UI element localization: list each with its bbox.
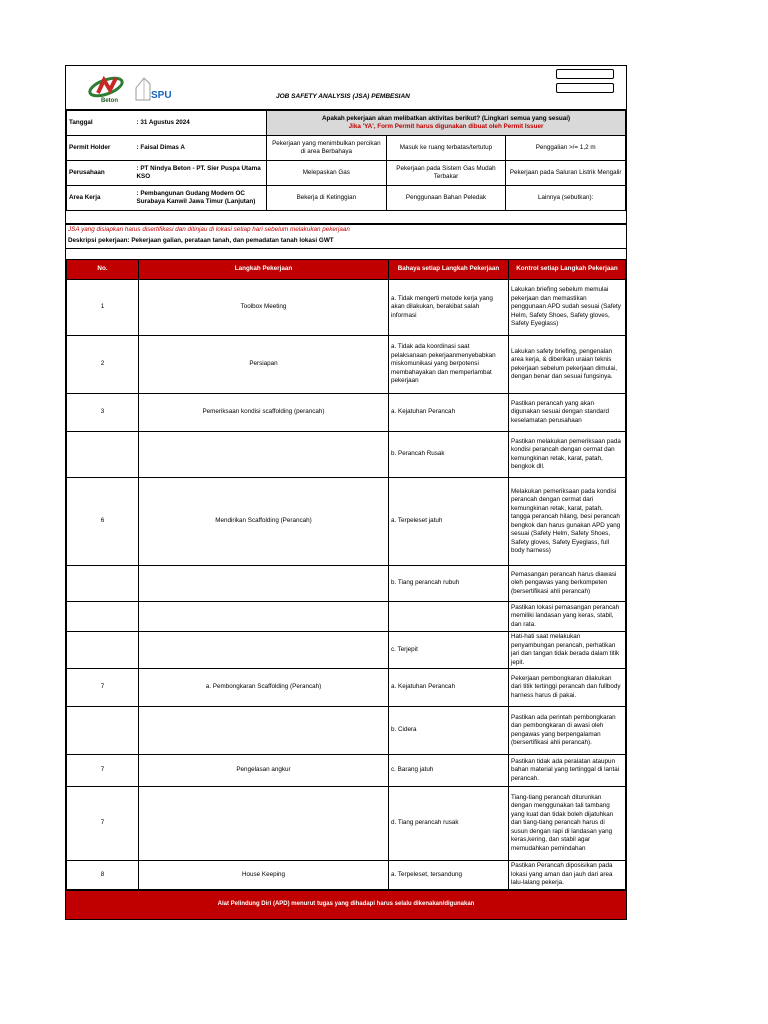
step-hazard: a. Terpeleset, tersandung	[389, 861, 509, 890]
activity-question-note: Jika 'YA', Form Permit harus digunakan dibuat oleh Permit Issuer	[348, 123, 544, 130]
table-row	[67, 280, 626, 336]
job-description: Deskripsi pekerjaan: Pekerjaan galian, perataan tanah, dan pemadatan tanah lokasi GWT	[66, 236, 626, 249]
perusahaan-label: Perusahaan	[67, 161, 135, 186]
nindya-beton-logo	[86, 74, 130, 104]
step-name: House Keeping	[139, 861, 389, 890]
table-row	[67, 787, 626, 861]
step-hazard: b. Cidera	[389, 707, 509, 755]
step-name: Persiapan	[139, 336, 389, 394]
section-spacer	[66, 211, 626, 224]
table-row	[67, 632, 626, 669]
area-kerja-value: : Pembangunan Gudang Modern OC Surabaya Kanwil Jawa Timur (Lanjutan)	[135, 186, 267, 211]
step-control: Hati-hati saat melakukan penyambungan perancah, perhatikan jari dan tangan tidak berada dalam titik jepit.	[509, 632, 626, 669]
step-hazard: c. Barang jatuh	[389, 755, 509, 787]
step-hazard: a. Tidak mengerti metode kerja yang akan dilakukan, berakibat salah informasi	[389, 280, 509, 336]
table-row	[67, 394, 626, 432]
step-hazard	[389, 602, 509, 632]
table-row	[67, 336, 626, 394]
tanggal-value: : 31 Agustus 2024	[135, 111, 267, 136]
step-control: Pastikan tidak ada peralatan ataupun bahan material yang tertinggal di lantai perancah.	[509, 755, 626, 787]
step-no: 6	[67, 478, 139, 566]
activity-option[interactable]: Penggunaan Bahan Peledak	[386, 186, 506, 211]
step-no: 7	[67, 755, 139, 787]
step-no: 3	[67, 394, 139, 432]
area-kerja-label: Area Kerja	[67, 186, 135, 211]
svg-text:SPU: SPU	[151, 90, 172, 101]
step-no	[67, 432, 139, 478]
document-title: JOB SAFETY ANALYSIS (JSA) PEMBESIAN	[276, 93, 410, 100]
step-name: Pemeriksaan kondisi scaffolding (perancah)	[139, 394, 389, 432]
step-control: Pastikan Perancah diposisikan pada lokasi yang aman dan jauh dari area lalu-lalang pekerja.	[509, 861, 626, 890]
permit-holder-label: Permit Holder	[67, 136, 135, 161]
step-no	[67, 602, 139, 632]
table-row	[67, 566, 626, 602]
step-name	[139, 566, 389, 602]
activity-option[interactable]: Bekerja di Ketinggian	[267, 186, 387, 211]
step-control: Pastikan melakukan pemeriksaan pada kondisi perancah dengan cermat dan kemungkinan retak, karat, patah, bengkok dll.	[509, 432, 626, 478]
step-no: 7	[67, 787, 139, 861]
jsa-note: JSA yang disiapkan harus disertifikasi dan ditinjau di lokasi setiap hari sebelum melakukan pekerjaan	[66, 224, 626, 236]
table-row	[67, 478, 626, 566]
info-table	[66, 110, 626, 211]
step-hazard: a. Terpeleset jatuh	[389, 478, 509, 566]
step-hazard: b. Tiang perancah rubuh	[389, 566, 509, 602]
step-name	[139, 632, 389, 669]
jsa-sheet	[65, 65, 627, 920]
table-header-row	[67, 260, 626, 280]
spu-logo	[134, 74, 178, 104]
step-name	[139, 787, 389, 861]
step-control: Lakukan briefing sebelum memulai pekerjaan dan memastikan penggunaan APD sudah sesuai (Safety Helm, Safety Shoes, Safety gloves, Safety Eyeglass)	[509, 280, 626, 336]
step-control: Pastikan lokasi pemasangan perancah memiliki landasan yang keras, stabil, dan rata.	[509, 602, 626, 632]
activity-option[interactable]: Pekerjaan pada Saluran Listrik Mengalir	[506, 161, 626, 186]
table-row	[67, 669, 626, 707]
activity-option[interactable]: Pekerjaan pada Sistem Gas Mudah Terbakar	[386, 161, 506, 186]
table-row	[67, 602, 626, 632]
step-hazard: a. Tidak ada koordinasi saat pelaksanaan pekerjaanmenyebabkan miskomunikasi yang berpotensi membahayakan dan memperlambat pekerjaan	[389, 336, 509, 394]
step-control: Tiang-tiang perancah diturunkan dengan menggunakan tali tambang yang kuat dan tidak boleh dijatuhkan dan tiang-tiang perancah harus di susun dengan rapi di landasan yang keras,kering, dan stabil agar memudahkan pemindahan	[509, 787, 626, 861]
step-name	[139, 707, 389, 755]
table-row	[67, 432, 626, 478]
form-id-boxes	[556, 69, 614, 97]
svg-text:Beton: Beton	[101, 98, 118, 104]
table-row	[67, 861, 626, 890]
activity-option[interactable]: Lainnya (sebutkan):	[506, 186, 626, 211]
step-control: Pastikan perancah yang akan digunakan sesuai dengan standard keselamatan perusahaan	[509, 394, 626, 432]
document-header	[66, 66, 626, 110]
step-hazard: a. Kejatuhan Perancah	[389, 394, 509, 432]
col-header-no: No.	[67, 260, 139, 280]
step-no: 8	[67, 861, 139, 890]
activity-option[interactable]: Penggalian >/= 1,2 m	[506, 136, 626, 161]
step-hazard: b. Perancah Rusak	[389, 432, 509, 478]
step-no	[67, 566, 139, 602]
step-name	[139, 432, 389, 478]
activity-question	[267, 111, 626, 136]
step-name: Pengelasan angkur	[139, 755, 389, 787]
col-header-control: Kontrol setiap Langkah Pekerjaan	[509, 260, 626, 280]
permit-holder-value: : Faisal Dimas A	[135, 136, 267, 161]
step-no	[67, 707, 139, 755]
step-control: Lakukan safety briefing, pengenalan area kerja, & diberikan uraian teknis pekerjaan sebelum pekerjaan dimulai, dengan benar dan sesuai fungsinya.	[509, 336, 626, 394]
table-row	[67, 707, 626, 755]
table-row	[67, 755, 626, 787]
form-id-box[interactable]	[556, 69, 614, 79]
activity-question-text: Apakah pekerjaan akan melibatkan aktivitas berikut? (Lingkari semua yang sesuai)	[321, 114, 571, 122]
col-header-hazard: Bahaya setiap Langkah Pekerjaan	[389, 260, 509, 280]
step-hazard: c. Terjepit	[389, 632, 509, 669]
step-no: 7	[67, 669, 139, 707]
tanggal-label: Tanggal	[67, 111, 135, 136]
step-hazard: a. Kejatuhan Perancah	[389, 669, 509, 707]
step-no	[67, 632, 139, 669]
step-control: Melakukan pemeriksaan pada kondisi perancah dengan cermat dari kemungkinan retak, karat, patah, tangga perancah hilang, besi perancah bengkok dan harus gunakan APD yang sesuai (Safety Helm, Safety Shoes, Safety gloves, Safety Eyeglass, full body harness)	[509, 478, 626, 566]
step-hazard: d. Tiang perancah rusak	[389, 787, 509, 861]
activity-option[interactable]: Pekerjaan yang menimbulkan percikan di area Berbahaya	[267, 136, 387, 161]
perusahaan-value: : PT Nindya Beton - PT. Sier Puspa Utama KSO	[135, 161, 267, 186]
step-name: Toolbox Meeting	[139, 280, 389, 336]
step-no: 1	[67, 280, 139, 336]
step-control: Pastikan ada perintah pembongkaran dan pembongkaran di awasi oleh pengawas yang berpengalaman (bersertifikasi ahli perancah).	[509, 707, 626, 755]
activity-option[interactable]: Masuk ke ruang terbatas/tertutup	[386, 136, 506, 161]
apd-footer-banner: Alat Pelindung Diri (APD) menurut tugas yang dihadapi harus selalu dikenakan/digunakan	[66, 890, 626, 919]
activity-option[interactable]: Melepaskan Gas	[267, 161, 387, 186]
step-control: Pekerjaan pembongkaran dilakukan dari titik tertinggi perancah dan fullbody harness harus di pakai.	[509, 669, 626, 707]
form-revision-box[interactable]	[556, 83, 614, 93]
section-spacer	[66, 249, 626, 259]
col-header-step: Langkah Pekerjaan	[139, 260, 389, 280]
step-name	[139, 602, 389, 632]
jsa-steps-table	[66, 259, 626, 890]
step-name: a. Pembongkaran Scaffolding (Perancah)	[139, 669, 389, 707]
step-no: 2	[67, 336, 139, 394]
step-name: Mendirikan Scaffolding (Perancah)	[139, 478, 389, 566]
step-control: Pemasangan perancah harus diawasi oleh pengawas yang berkompeten (bersertifikasi ahli perancah)	[509, 566, 626, 602]
